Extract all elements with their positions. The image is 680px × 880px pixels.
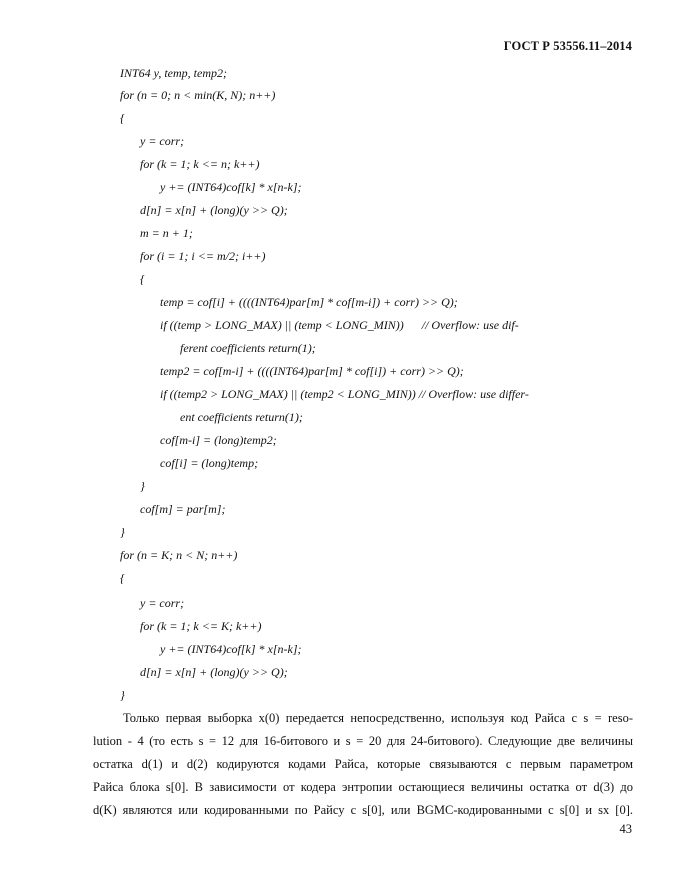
code-line: d[n] = x[n] + (long)(y >> Q); <box>140 665 288 679</box>
code-line: cof[m] = par[m]; <box>140 502 226 516</box>
paragraph-line: остатка d(1) и d(2) кодируются кодами Райса, которые связываются с первым параметром <box>93 757 633 771</box>
code-line: for (k = 1; k <= K; k++) <box>140 619 262 633</box>
code-line: y += (INT64)cof[k] * x[n-k]; <box>160 180 302 194</box>
code-line: } <box>140 479 145 493</box>
page-number: 43 <box>619 822 632 836</box>
code-line: } <box>120 688 125 702</box>
document-header: ГОСТ Р 53556.11–2014 <box>503 39 632 53</box>
code-line: ferent coefficients return(1); <box>180 341 316 355</box>
code-line: ent coefficients return(1); <box>180 410 303 424</box>
code-line: y = corr; <box>140 134 185 148</box>
code-line: temp = cof[i] + ((((INT64)par[m] * cof[m-i]) + corr) >> Q); <box>160 295 458 309</box>
code-line: } <box>120 525 125 539</box>
body-paragraph <box>93 707 633 822</box>
code-line: if ((temp2 > LONG_MAX) || (temp2 < LONG_MIN)) // Overflow: use differ- <box>160 387 529 401</box>
code-line: cof[m-i] = (long)temp2; <box>160 433 277 447</box>
code-line: for (k = 1; k <= n; k++) <box>140 157 260 171</box>
code-line: temp2 = cof[m-i] + ((((INT64)par[m] * cof[i]) + corr) >> Q); <box>160 364 464 378</box>
code-line: m = n + 1; <box>140 226 193 240</box>
code-line: d[n] = x[n] + (long)(y >> Q); <box>140 203 288 217</box>
paragraph-line: d(K) являются или кодированными по Райсу с s[0], или BGMC-кодированными с s[0] и sx [0]. <box>93 803 633 817</box>
code-line: for (i = 1; i <= m/2; i++) <box>140 249 266 263</box>
code-line: if ((temp > LONG_MAX) || (temp < LONG_MIN)) // Overflow: use dif- <box>160 318 519 332</box>
code-line: for (n = K; n < N; n++) <box>120 548 238 562</box>
paragraph-line: Райса блока s[0]. В зависимости от кодера энтропии остающиеся величины остатка от d(3) до <box>93 780 633 794</box>
code-line: y = corr; <box>140 596 185 610</box>
code-line: INT64 y, temp, temp2; <box>120 66 227 80</box>
code-line: { <box>140 272 145 286</box>
code-line: cof[i] = (long)temp; <box>160 456 259 470</box>
code-line: y += (INT64)cof[k] * x[n-k]; <box>160 642 302 656</box>
code-line: { <box>120 111 125 125</box>
code-line: for (n = 0; n < min(K, N); n++) <box>120 88 276 102</box>
paragraph-line: lution - 4 (то есть s = 12 для 16-битового и s = 20 для 24-битового). Следующие две величины <box>93 734 633 748</box>
code-line: { <box>120 571 125 585</box>
paragraph-line: Только первая выборка x(0) передается непосредственно, используя код Райса с s = reso- <box>123 711 633 725</box>
